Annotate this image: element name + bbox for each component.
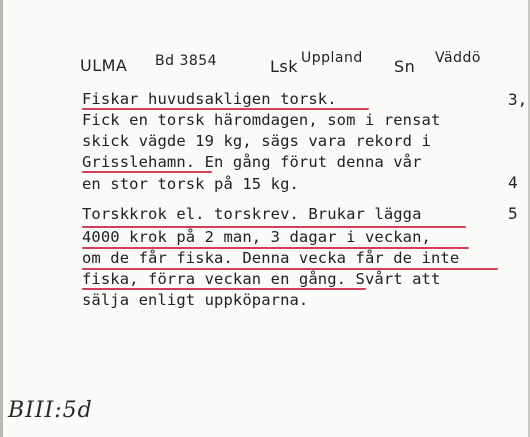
paragraph-number: 3, — [508, 90, 528, 109]
text-line: Fick en torsk häromdagen, som i rensat — [82, 111, 441, 129]
sn-value: Väddö — [435, 50, 481, 66]
lsk-label: Lsk — [270, 57, 299, 76]
lsk-value: Uppland — [301, 50, 363, 66]
text-line: om de får fiska. Denna vecka får de inte — [82, 249, 460, 267]
text-line: en stor torsk på 15 kg. — [82, 175, 299, 193]
paragraph-number: 4 — [508, 173, 518, 192]
text-line: fiska, förra veckan en gång. Svårt att — [82, 270, 441, 288]
red-underline — [82, 288, 366, 290]
red-underline — [82, 108, 369, 110]
card-left-edge — [0, 0, 3, 437]
text-line: 4000 krok på 2 man, 3 dagar i veckan, — [82, 228, 431, 246]
text-line: Torskkrok el. torskrev. Brukar lägga — [82, 205, 422, 223]
ulma-label: ULMA — [80, 56, 128, 75]
text-line: sälja enligt uppköparna. — [82, 291, 309, 309]
text-line: skick vägde 19 kg, sägs vara rekord i — [82, 132, 431, 150]
paragraph-number: 5 — [508, 204, 518, 223]
sn-label: Sn — [394, 57, 416, 76]
bd-number: Bd 3854 — [155, 53, 218, 69]
text-line: Fiskar huvudsakligen torsk. — [82, 90, 337, 108]
red-underline — [82, 171, 212, 173]
handwritten-signature: BIII:5d — [8, 398, 93, 423]
text-line: Grisslehamn. En gång förut denna vår — [82, 153, 422, 171]
